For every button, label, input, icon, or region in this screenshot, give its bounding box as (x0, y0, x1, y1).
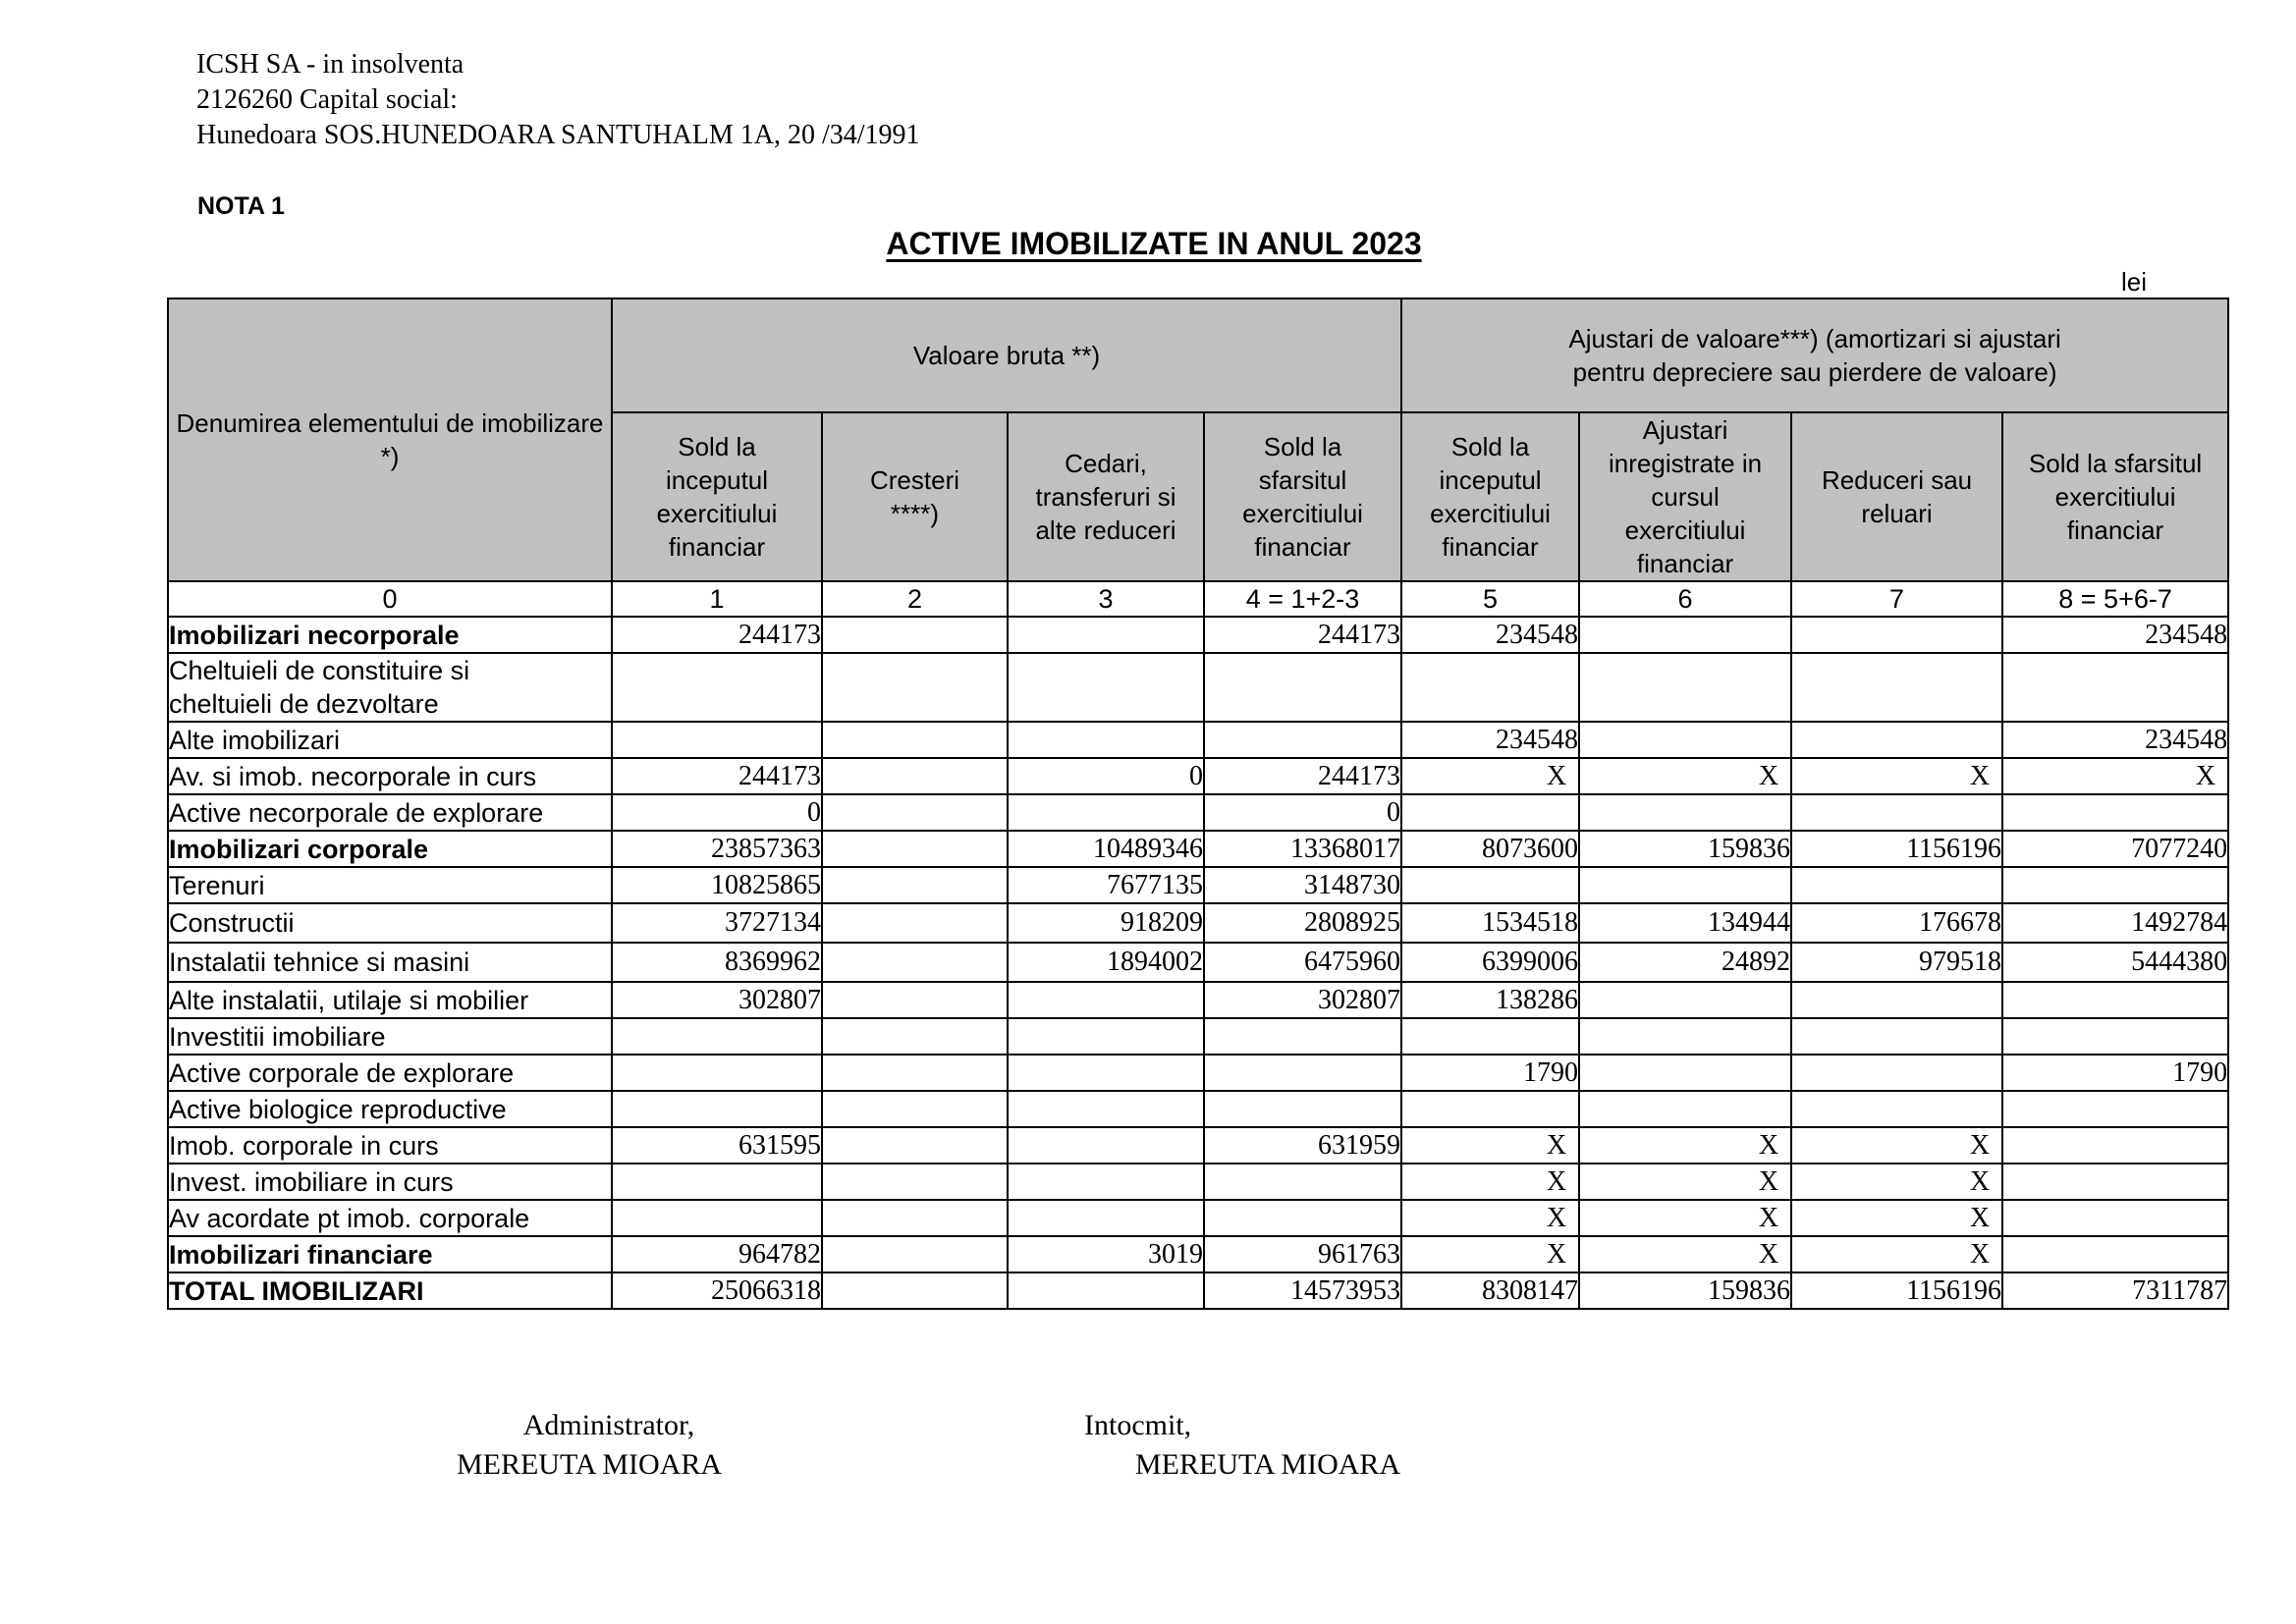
value-cell: 23857363 (612, 831, 822, 867)
value-cell: 159836 (1579, 1272, 1791, 1309)
table-row (168, 722, 2228, 758)
value-cell (822, 1236, 1008, 1272)
header-col-1: Sold la inceputul exercitiului financiar (612, 412, 822, 581)
value-cell: X (1791, 1236, 2002, 1272)
value-cell: 631959 (1204, 1127, 1401, 1164)
company-header (196, 47, 920, 153)
value-cell: X (1791, 1200, 2002, 1236)
value-cell (822, 1091, 1008, 1127)
value-cell (822, 831, 1008, 867)
value-cell (2002, 1236, 2228, 1272)
row-label: Cheltuieli de constituire si cheltuieli de dezvoltare (168, 653, 612, 722)
value-cell (822, 982, 1008, 1018)
value-cell (822, 1272, 1008, 1309)
table-row (168, 1018, 2228, 1055)
value-cell: 3019 (1008, 1236, 1204, 1272)
header-col-6: Ajustari inregistrate in cursul exercitiului financiar (1579, 412, 1791, 581)
table-row (168, 867, 2228, 903)
signature-name: MEREUTA MIOARA (1135, 1448, 1401, 1481)
header-gross-value: Valoare bruta **) (612, 298, 1401, 412)
value-cell (822, 758, 1008, 794)
value-cell: 7677135 (1008, 867, 1204, 903)
value-cell: 134944 (1579, 903, 1791, 943)
row-label: Imobilizari corporale (168, 831, 612, 867)
value-cell: 8308147 (1401, 1272, 1579, 1309)
signature-administrator (412, 1406, 766, 1485)
value-cell: X (1791, 758, 2002, 794)
table-row (168, 1200, 2228, 1236)
value-cell (1579, 982, 1791, 1018)
header-col-3: Cedari, transferuri si alte reduceri (1008, 412, 1204, 581)
index-cell: 3 (1008, 581, 1204, 617)
table-row (168, 982, 2228, 1018)
value-cell (1791, 867, 2002, 903)
value-cell: X (1401, 1200, 1579, 1236)
value-cell (1204, 1055, 1401, 1091)
value-cell: 1156196 (1791, 1272, 2002, 1309)
table-row (168, 617, 2228, 653)
company-address: Hunedoara SOS.HUNEDOARA SANTUHALM 1A, 20 /34/1991 (196, 120, 920, 150)
value-cell (1401, 794, 1579, 831)
value-cell (1791, 1091, 2002, 1127)
value-cell (822, 867, 1008, 903)
value-cell (822, 1018, 1008, 1055)
value-cell: 14573953 (1204, 1272, 1401, 1309)
value-cell: 176678 (1791, 903, 2002, 943)
index-cell: 5 (1401, 581, 1579, 617)
value-cell (1401, 653, 1579, 722)
signature-name: MEREUTA MIOARA (456, 1448, 723, 1481)
value-cell (1791, 982, 2002, 1018)
row-label: Instalatii tehnice si masini (168, 943, 612, 982)
column-index-row (168, 581, 2228, 617)
table-row (168, 653, 2228, 722)
value-cell: 159836 (1579, 831, 1791, 867)
value-cell (1579, 1018, 1791, 1055)
value-cell (2002, 1127, 2228, 1164)
value-cell (2002, 1018, 2228, 1055)
signature-prepared-by (1070, 1406, 1561, 1485)
value-cell (2002, 982, 2228, 1018)
value-cell (822, 794, 1008, 831)
header-col-8: Sold la sfarsitul exercitiului financiar (2002, 412, 2228, 581)
index-cell: 8 = 5+6-7 (2002, 581, 2228, 617)
value-cell (1579, 653, 1791, 722)
header-col-5: Sold la inceputul exercitiului financiar (1401, 412, 1579, 581)
value-cell: 3727134 (612, 903, 822, 943)
currency-unit: lei (2121, 267, 2148, 297)
value-cell: X (2002, 758, 2228, 794)
value-cell: 6399006 (1401, 943, 1579, 982)
row-label: Active necorporale de explorare (168, 794, 612, 831)
value-cell: 302807 (612, 982, 822, 1018)
value-cell (2002, 867, 2228, 903)
value-cell: 0 (1204, 794, 1401, 831)
value-cell (1204, 722, 1401, 758)
value-cell: 1534518 (1401, 903, 1579, 943)
value-cell (1401, 1091, 1579, 1127)
row-label: Invest. imobiliare in curs (168, 1164, 612, 1200)
value-cell (612, 653, 822, 722)
value-cell: 8073600 (1401, 831, 1579, 867)
value-cell: 302807 (1204, 982, 1401, 1018)
company-name: ICSH SA - in insolventa (196, 49, 465, 80)
value-cell: 1790 (2002, 1055, 2228, 1091)
value-cell (1008, 1055, 1204, 1091)
header-col-4: Sold la sfarsitul exercitiului financiar (1204, 412, 1401, 581)
index-cell: 1 (612, 581, 822, 617)
table-body (168, 581, 2228, 1309)
value-cell: X (1791, 1164, 2002, 1200)
table-row (168, 1272, 2228, 1309)
fixed-assets-table (167, 298, 2229, 1310)
value-cell (822, 722, 1008, 758)
value-cell: 7311787 (2002, 1272, 2228, 1309)
table-row (168, 943, 2228, 982)
value-cell: 10489346 (1008, 831, 1204, 867)
value-cell: 2808925 (1204, 903, 1401, 943)
value-cell: 979518 (1791, 943, 2002, 982)
value-cell (1579, 1055, 1791, 1091)
value-cell (822, 1164, 1008, 1200)
value-cell (1579, 1091, 1791, 1127)
value-cell: 234548 (1401, 617, 1579, 653)
value-cell (1008, 794, 1204, 831)
value-cell (612, 1200, 822, 1236)
index-cell: 0 (168, 581, 612, 617)
value-cell: 1156196 (1791, 831, 2002, 867)
value-cell (612, 1055, 822, 1091)
value-cell (1579, 722, 1791, 758)
value-cell (1008, 1091, 1204, 1127)
value-cell (612, 722, 822, 758)
value-cell: X (1579, 1127, 1791, 1164)
value-cell (612, 1164, 822, 1200)
value-cell: X (1579, 1236, 1791, 1272)
row-label: Alte imobilizari (168, 722, 612, 758)
note-label: NOTA 1 (197, 192, 285, 220)
value-cell: 244173 (612, 617, 822, 653)
row-label: Imobilizari necorporale (168, 617, 612, 653)
value-cell: 10825865 (612, 867, 822, 903)
row-label: Terenuri (168, 867, 612, 903)
value-cell: X (1579, 1200, 1791, 1236)
value-cell (1204, 1091, 1401, 1127)
value-cell: X (1579, 1164, 1791, 1200)
row-label: Imobilizari financiare (168, 1236, 612, 1272)
header-value-adjustments: Ajustari de valoare***) (amortizari si ajustari pentru depreciere sau pierdere de valoare) (1401, 298, 2228, 412)
value-cell: X (1401, 1164, 1579, 1200)
value-cell (1008, 982, 1204, 1018)
value-cell: 1894002 (1008, 943, 1204, 982)
value-cell (1579, 867, 1791, 903)
header-col-2: Cresteri ****) (822, 412, 1008, 581)
value-cell: 961763 (1204, 1236, 1401, 1272)
value-cell: 7077240 (2002, 831, 2228, 867)
value-cell (1791, 617, 2002, 653)
value-cell (822, 617, 1008, 653)
row-label: Active biologice reproductive (168, 1091, 612, 1127)
value-cell (1008, 617, 1204, 653)
value-cell (1204, 653, 1401, 722)
value-cell: 1790 (1401, 1055, 1579, 1091)
value-cell (1204, 1164, 1401, 1200)
table-row (168, 794, 2228, 831)
table-row (168, 903, 2228, 943)
row-label: Investitii imobiliare (168, 1018, 612, 1055)
value-cell (1579, 617, 1791, 653)
value-cell: X (1579, 758, 1791, 794)
value-cell (822, 943, 1008, 982)
value-cell: 244173 (1204, 617, 1401, 653)
header-col-7: Reduceri sau reluari (1791, 412, 2002, 581)
row-label: Av acordate pt imob. corporale (168, 1200, 612, 1236)
row-label: Active corporale de explorare (168, 1055, 612, 1091)
value-cell: 24892 (1579, 943, 1791, 982)
index-cell: 4 = 1+2-3 (1204, 581, 1401, 617)
signature-role: Intocmit, (1084, 1409, 1192, 1441)
index-cell: 2 (822, 581, 1008, 617)
value-cell: 918209 (1008, 903, 1204, 943)
row-label: Av. si imob. necorporale in curs (168, 758, 612, 794)
table-row (168, 1055, 2228, 1091)
value-cell (1791, 1018, 2002, 1055)
row-label: TOTAL IMOBILIZARI (168, 1272, 612, 1309)
value-cell (822, 903, 1008, 943)
value-cell (822, 1200, 1008, 1236)
value-cell: X (1401, 1236, 1579, 1272)
row-label: Constructii (168, 903, 612, 943)
value-cell (822, 1127, 1008, 1164)
value-cell: 244173 (612, 758, 822, 794)
value-cell: 964782 (612, 1236, 822, 1272)
table-row (168, 1236, 2228, 1272)
value-cell: 244173 (1204, 758, 1401, 794)
company-registration: 2126260 Capital social: (196, 84, 458, 115)
index-cell: 7 (1791, 581, 2002, 617)
value-cell: 13368017 (1204, 831, 1401, 867)
value-cell: X (1401, 1127, 1579, 1164)
value-cell: 3148730 (1204, 867, 1401, 903)
value-cell (1204, 1200, 1401, 1236)
value-cell (1791, 722, 2002, 758)
value-cell: X (1401, 758, 1579, 794)
value-cell: 631595 (612, 1127, 822, 1164)
value-cell (1791, 1055, 2002, 1091)
value-cell (1791, 794, 2002, 831)
value-cell: 0 (612, 794, 822, 831)
value-cell (822, 1055, 1008, 1091)
value-cell: 138286 (1401, 982, 1579, 1018)
table-row (168, 1127, 2228, 1164)
value-cell (1008, 1164, 1204, 1200)
value-cell (2002, 1200, 2228, 1236)
value-cell (2002, 794, 2228, 831)
value-cell (2002, 653, 2228, 722)
value-cell: 234548 (2002, 617, 2228, 653)
row-label: Alte instalatii, utilaje si mobilier (168, 982, 612, 1018)
row-label: Imob. corporale in curs (168, 1127, 612, 1164)
value-cell: 25066318 (612, 1272, 822, 1309)
value-cell: 234548 (2002, 722, 2228, 758)
value-cell (1401, 1018, 1579, 1055)
value-cell (1008, 1127, 1204, 1164)
table-row (168, 1091, 2228, 1127)
value-cell (2002, 1164, 2228, 1200)
index-cell: 6 (1579, 581, 1791, 617)
value-cell: 1492784 (2002, 903, 2228, 943)
header-element-name: Denumirea elementului de imobilizare *) (168, 298, 612, 581)
value-cell: 8369962 (612, 943, 822, 982)
value-cell: 0 (1008, 758, 1204, 794)
value-cell (1008, 1272, 1204, 1309)
table-row (168, 1164, 2228, 1200)
value-cell (1204, 1018, 1401, 1055)
value-cell: 6475960 (1204, 943, 1401, 982)
value-cell: 234548 (1401, 722, 1579, 758)
value-cell (1008, 1018, 1204, 1055)
value-cell (1579, 794, 1791, 831)
table-row (168, 831, 2228, 867)
value-cell (612, 1018, 822, 1055)
value-cell: X (1791, 1127, 2002, 1164)
table-row (168, 758, 2228, 794)
value-cell (822, 653, 1008, 722)
value-cell (1401, 867, 1579, 903)
signature-role: Administrator, (522, 1409, 695, 1441)
value-cell (2002, 1091, 2228, 1127)
page-title-wrapper (0, 226, 2296, 262)
value-cell (1791, 653, 2002, 722)
value-cell (1008, 653, 1204, 722)
value-cell (612, 1091, 822, 1127)
value-cell (1008, 722, 1204, 758)
value-cell: 5444380 (2002, 943, 2228, 982)
value-cell (1008, 1200, 1204, 1236)
page-title: ACTIVE IMOBILIZATE IN ANUL 2023 (886, 226, 1422, 261)
